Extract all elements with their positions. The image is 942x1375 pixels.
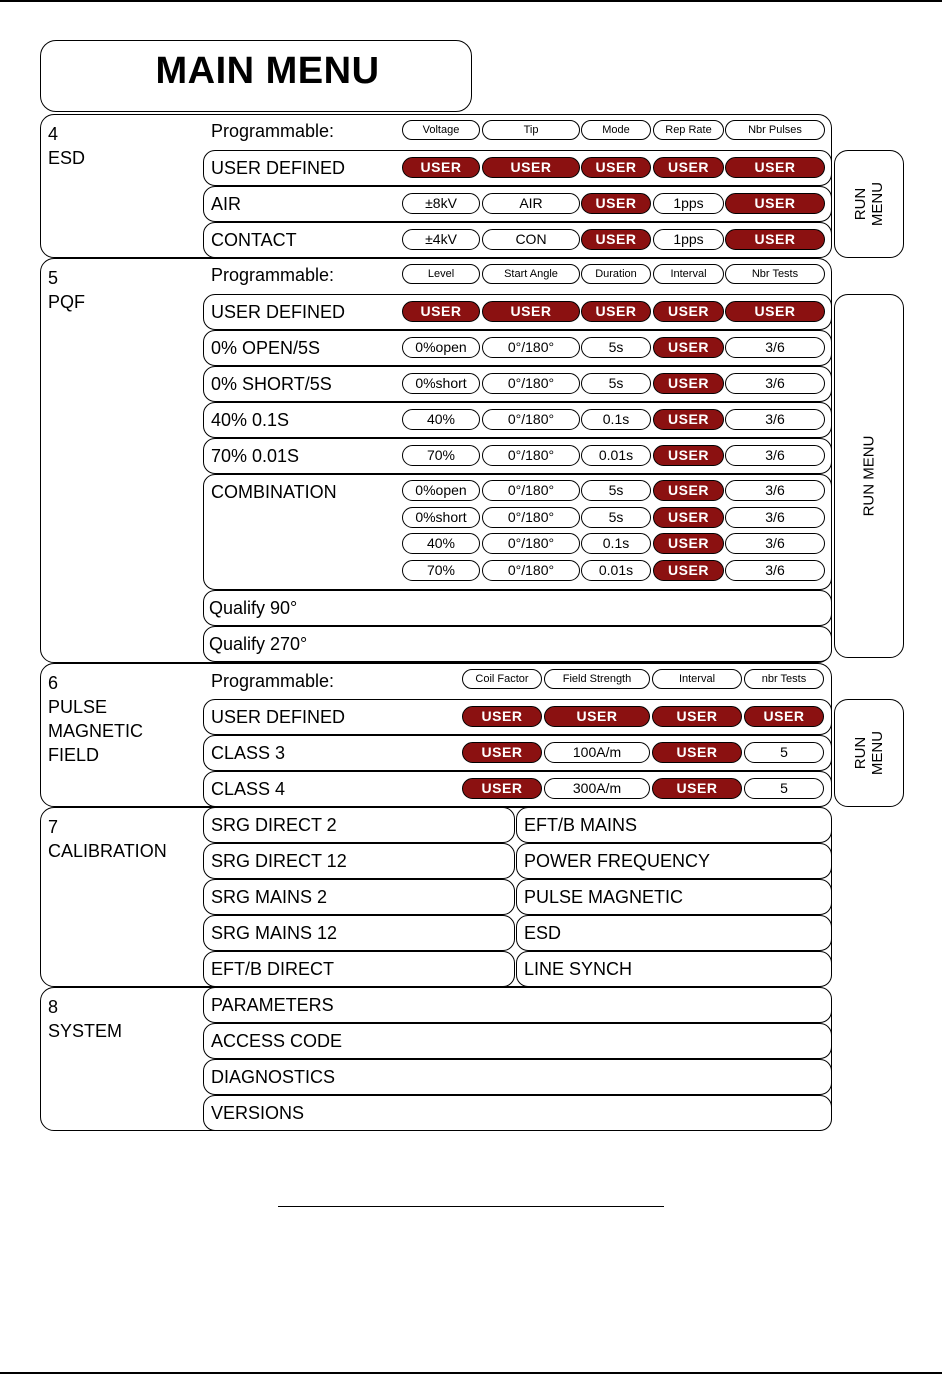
system-item-1-label: PARAMETERS bbox=[211, 995, 334, 1015]
pmf-row-1-col-2[interactable]: USER bbox=[544, 706, 650, 727]
esd-row-3-col-5[interactable]: USER bbox=[725, 229, 825, 250]
pqf-row-4-col-2[interactable]: 0°/180° bbox=[482, 409, 580, 430]
pqf-row-1-col-1[interactable]: USER bbox=[402, 301, 480, 322]
calibration-left-1-label: SRG DIRECT 2 bbox=[211, 815, 337, 835]
pmf-row-3-label: CLASS 4 bbox=[211, 779, 286, 799]
pqf-combination-row-1-col-3[interactable]: 5s bbox=[581, 480, 651, 501]
esd-row-2-col-5[interactable]: USER bbox=[725, 193, 825, 214]
pqf-row-3-col-1[interactable]: 0%short bbox=[402, 373, 480, 394]
pqf-row-2-col-2[interactable]: 0°/180° bbox=[482, 337, 580, 358]
esd-row-1-col-2[interactable]: USER bbox=[482, 157, 580, 178]
pqf-header-col-1: Level bbox=[402, 264, 480, 284]
pqf-row-4-label: 40% 0.1S bbox=[211, 410, 290, 430]
esd-row-1-col-5[interactable]: USER bbox=[725, 157, 825, 178]
pmf-row-3-col-3[interactable]: USER bbox=[652, 778, 742, 799]
pqf-row-2-label: 0% OPEN/5S bbox=[211, 338, 321, 358]
pqf-combination-row-4-col-2[interactable]: 0°/180° bbox=[482, 560, 580, 581]
esd-row-2-col-4[interactable]: 1pps bbox=[653, 193, 724, 214]
pmf-row-2-col-1[interactable]: USER bbox=[462, 742, 542, 763]
pqf-combination-row-3-col-1[interactable]: 40% bbox=[402, 533, 480, 554]
pqf-combination-row-3-col-2[interactable]: 0°/180° bbox=[482, 533, 580, 554]
pqf-qualify-2-label: Qualify 270° bbox=[209, 634, 308, 654]
pqf-header-col-4: Interval bbox=[653, 264, 724, 284]
pmf-programmable-label: Programmable: bbox=[211, 671, 335, 691]
system-item-4-label: VERSIONS bbox=[211, 1103, 305, 1123]
pmf-row-2-label: CLASS 3 bbox=[211, 743, 286, 763]
system-number: 8 bbox=[48, 997, 59, 1017]
esd-name: ESD bbox=[48, 148, 86, 168]
calibration-name: CALIBRATION bbox=[48, 841, 167, 861]
calibration-right-4[interactable] bbox=[516, 915, 832, 951]
esd-row-2-col-1[interactable]: ±8kV bbox=[402, 193, 480, 214]
pqf-combination-row-1-col-2[interactable]: 0°/180° bbox=[482, 480, 580, 501]
pqf-combination-label: COMBINATION bbox=[211, 482, 337, 502]
esd-header-col-4: Rep Rate bbox=[653, 120, 724, 140]
pqf-combination-row-2-col-2[interactable]: 0°/180° bbox=[482, 507, 580, 528]
esd-header-col-5: Nbr Pulses bbox=[725, 120, 825, 140]
pqf-row-3-col-4[interactable]: USER bbox=[653, 373, 724, 394]
footer-rule bbox=[278, 1206, 664, 1207]
esd-row-3-col-2[interactable]: CON bbox=[482, 229, 580, 250]
pmf-name-line-2: MAGNETIC bbox=[48, 721, 144, 741]
pqf-row-5-col-2[interactable]: 0°/180° bbox=[482, 445, 580, 466]
esd-row-3-col-4[interactable]: 1pps bbox=[653, 229, 724, 250]
pqf-combination-row-3-col-5[interactable]: 3/6 bbox=[725, 533, 825, 554]
pmf-header-col-3: Interval bbox=[652, 669, 742, 689]
calibration-left-2-label: SRG DIRECT 12 bbox=[211, 851, 347, 871]
pqf-combination-row-1-col-4[interactable]: USER bbox=[653, 480, 724, 501]
pmf-row-3-col-4[interactable]: 5 bbox=[744, 778, 824, 799]
pqf-row-5-label: 70% 0.01S bbox=[211, 446, 300, 466]
pqf-qualify-1[interactable] bbox=[203, 590, 832, 626]
pqf-row-1-label: USER DEFINED bbox=[211, 302, 346, 322]
pqf-combination-row-4-col-3[interactable]: 0.01s bbox=[581, 560, 651, 581]
pqf-row-1-col-4[interactable]: USER bbox=[653, 301, 724, 322]
calibration-left-4-label: SRG MAINS 12 bbox=[211, 923, 338, 943]
pmf-header-col-1: Coil Factor bbox=[462, 669, 542, 689]
pqf-row-4-col-1[interactable]: 40% bbox=[402, 409, 480, 430]
pmf-run-menu[interactable] bbox=[834, 699, 904, 807]
pqf-combination-row-2-col-4[interactable]: USER bbox=[653, 507, 724, 528]
pqf-combination-row-4-col-1[interactable]: 70% bbox=[402, 560, 480, 581]
pqf-combination-row-2-col-5[interactable]: 3/6 bbox=[725, 507, 825, 528]
system-item-2-label: ACCESS CODE bbox=[211, 1031, 343, 1051]
pqf-row-1-col-2[interactable]: USER bbox=[482, 301, 580, 322]
pqf-combination-row-4-col-4[interactable]: USER bbox=[653, 560, 724, 581]
esd-row-2-col-3[interactable]: USER bbox=[581, 193, 651, 214]
pqf-combination-row-1-col-5[interactable]: 3/6 bbox=[725, 480, 825, 501]
pqf-combination-row-3-col-4[interactable]: USER bbox=[653, 533, 724, 554]
pqf-row-5-col-4[interactable]: USER bbox=[653, 445, 724, 466]
pmf-name-line-1: PULSE bbox=[48, 697, 108, 717]
pqf-row-5-col-1[interactable]: 70% bbox=[402, 445, 480, 466]
esd-row-3-label: CONTACT bbox=[211, 230, 297, 250]
pqf-row-4-col-4[interactable]: USER bbox=[653, 409, 724, 430]
pqf-row-1-col-5[interactable]: USER bbox=[725, 301, 825, 322]
calibration-right-3-label: PULSE MAGNETIC bbox=[524, 887, 684, 907]
pqf-header-col-2: Start Angle bbox=[482, 264, 580, 284]
pqf-qualify-1-label: Qualify 90° bbox=[209, 598, 298, 618]
pqf-row-3-col-5[interactable]: 3/6 bbox=[725, 373, 825, 394]
esd-row-3-col-1[interactable]: ±4kV bbox=[402, 229, 480, 250]
pqf-row-2-col-1[interactable]: 0%open bbox=[402, 337, 480, 358]
pqf-row-3-label: 0% SHORT/5S bbox=[211, 374, 332, 394]
pqf-row-5-col-5[interactable]: 3/6 bbox=[725, 445, 825, 466]
pqf-row-4-col-5[interactable]: 3/6 bbox=[725, 409, 825, 430]
esd-row-1-col-3[interactable]: USER bbox=[581, 157, 651, 178]
esd-number: 4 bbox=[48, 124, 59, 144]
esd-run-menu[interactable] bbox=[834, 150, 904, 258]
calibration-right-5-label: LINE SYNCH bbox=[524, 959, 633, 979]
pqf-row-3-col-3[interactable]: 5s bbox=[581, 373, 651, 394]
pqf-header-col-5: Nbr Tests bbox=[725, 264, 825, 284]
system-name: SYSTEM bbox=[48, 1021, 123, 1041]
esd-programmable-label: Programmable: bbox=[211, 121, 335, 141]
esd-row-2-label: AIR bbox=[211, 194, 242, 214]
system-item-3-label: DIAGNOSTICS bbox=[211, 1067, 336, 1087]
esd-row-1-label: USER DEFINED bbox=[211, 158, 346, 178]
pqf-row-1-col-3[interactable]: USER bbox=[581, 301, 651, 322]
pmf-row-2-col-3[interactable]: USER bbox=[652, 742, 742, 763]
pqf-header-col-3: Duration bbox=[581, 264, 651, 284]
pmf-row-2-col-2[interactable]: 100A/m bbox=[544, 742, 650, 763]
esd-header-col-2: Tip bbox=[482, 120, 580, 140]
pmf-name-line-3: FIELD bbox=[48, 745, 100, 765]
bottom-rule bbox=[0, 1372, 942, 1374]
pqf-row-2-col-5[interactable]: 3/6 bbox=[725, 337, 825, 358]
page-title: MAIN MENU bbox=[155, 50, 380, 92]
pqf-row-2-col-4[interactable]: USER bbox=[653, 337, 724, 358]
pmf-row-1-col-4[interactable]: USER bbox=[744, 706, 824, 727]
pqf-combination-row-2-col-1[interactable]: 0%short bbox=[402, 507, 480, 528]
pqf-combination-row-2-col-3[interactable]: 5s bbox=[581, 507, 651, 528]
esd-row-3-col-3[interactable]: USER bbox=[581, 229, 651, 250]
calibration-number: 7 bbox=[48, 817, 59, 837]
esd-row-1-col-1[interactable]: USER bbox=[402, 157, 480, 178]
calibration-right-4-label: ESD bbox=[524, 923, 562, 943]
pqf-number: 5 bbox=[48, 268, 59, 288]
calibration-right-2-label: POWER FREQUENCY bbox=[524, 851, 711, 871]
top-rule bbox=[0, 0, 942, 2]
pqf-run-menu-label: RUN MENU bbox=[860, 435, 878, 517]
pqf-combination-row-4-col-5[interactable]: 3/6 bbox=[725, 560, 825, 581]
esd-run-menu-label: RUN MENU bbox=[852, 181, 886, 227]
esd-header-col-3: Mode bbox=[581, 120, 651, 140]
pmf-header-col-2: Field Strength bbox=[544, 669, 650, 689]
pmf-row-1-col-1[interactable]: USER bbox=[462, 706, 542, 727]
pqf-name: PQF bbox=[48, 292, 86, 312]
esd-header-col-1: Voltage bbox=[402, 120, 480, 140]
pqf-row-4-col-3[interactable]: 0.1s bbox=[581, 409, 651, 430]
calibration-left-3-label: SRG MAINS 2 bbox=[211, 887, 328, 907]
calibration-left-5-label: EFT/B DIRECT bbox=[211, 959, 335, 979]
pmf-header-col-4: nbr Tests bbox=[744, 669, 824, 689]
esd-row-2-col-2[interactable]: AIR bbox=[482, 193, 580, 214]
pmf-row-3-col-2[interactable]: 300A/m bbox=[544, 778, 650, 799]
esd-row-1-col-4[interactable]: USER bbox=[653, 157, 724, 178]
pqf-programmable-label: Programmable: bbox=[211, 265, 335, 285]
pqf-run-menu[interactable] bbox=[834, 294, 904, 658]
pmf-number: 6 bbox=[48, 673, 59, 693]
pqf-row-5-col-3[interactable]: 0.01s bbox=[581, 445, 651, 466]
pmf-run-menu-label: RUN MENU bbox=[852, 730, 886, 776]
pmf-row-2-col-4[interactable]: 5 bbox=[744, 742, 824, 763]
calibration-right-1-label: EFT/B MAINS bbox=[524, 815, 638, 835]
pqf-combination-row-3-col-3[interactable]: 0.1s bbox=[581, 533, 651, 554]
pmf-row-3-col-1[interactable]: USER bbox=[462, 778, 542, 799]
pmf-row-1-label: USER DEFINED bbox=[211, 707, 346, 727]
pmf-row-1-col-3[interactable]: USER bbox=[652, 706, 742, 727]
pqf-row-3-col-2[interactable]: 0°/180° bbox=[482, 373, 580, 394]
pqf-row-2-col-3[interactable]: 5s bbox=[581, 337, 651, 358]
pqf-combination-row-1-col-1[interactable]: 0%open bbox=[402, 480, 480, 501]
